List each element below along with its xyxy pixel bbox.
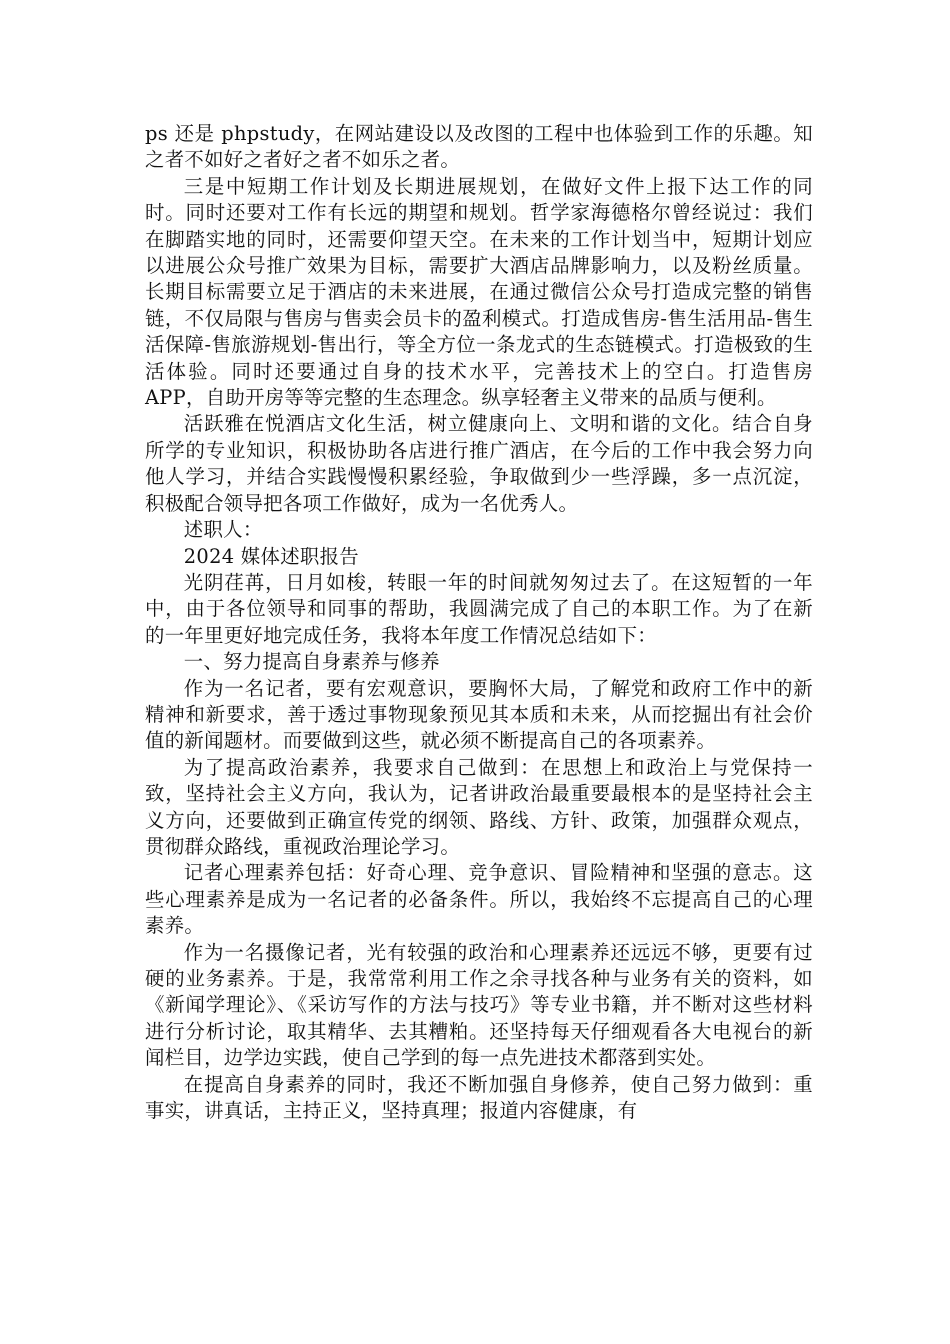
paragraph-1: ps 还是 phpstudy，在网站建设以及改图的工程中也体验到工作的乐趣。知之者不如好之者好之者不如乐之者。 [145, 122, 813, 172]
paragraph-10: 作为一名摄像记者，光有较强的政治和心理素养还远远不够，更要有过硬的业务素养。于是，我常常利用工作之余寻找各种与业务有关的资料，如《新闻学理论》、《采访写作的方法与技巧》等专业书籍，并不断对这些材料进行分析讨论，取其精华、去其糟粕。还坚持每天仔细观看各大电视台的新闻栏目，边学边实践，使自己学到的每一点先进技术都落到实处。 [145, 940, 813, 1070]
signature-line: 述职人： [183, 518, 263, 542]
paragraph-8: 为了提高政治素养，我要求自己做到：在思想上和政治上与党保持一致，坚持社会主义方向，我认为，记者讲政治最重要最根本的是坚持社会主义方向，还要做到正确宣传党的纲领、路线、方针、政策，加强群众观点，贯彻群众路线，重视政治理论学习。 [145, 755, 813, 858]
section-heading-1: 一、努力提高自身素养与修养 [183, 650, 440, 674]
paragraph-intro: 光阴荏苒，日月如梭，转眼一年的时间就匆匆过去了。在这短暂的一年中，由于各位领导和同事的帮助，我圆满完成了自己的本职工作。为了在新的一年里更好地完成任务，我将本年度工作情况总结如下： [145, 570, 813, 647]
paragraph-9: 记者心理素养包括：好奇心理、竞争意识、冒险精神和坚强的意志。这些心理素养是成为一名记者的必备条件。所以，我始终不忘提高自己的心理素养。 [145, 861, 813, 938]
paragraph-11: 在提高自身素养的同时，我还不断加强自身修养，使自己努力做到：重事实，讲真话，主持正义，坚持真理；报道内容健康，有 [145, 1072, 813, 1123]
paragraph-7: 作为一名记者，要有宏观意识，要胸怀大局，了解党和政府工作中的新精神和新要求，善于透过事物现象预见其本质和未来，从而挖掘出有社会价值的新闻题材。而要做到这些，就必须不断提高自己的各项素养。 [145, 676, 813, 753]
paragraph-2: 三是中短期工作计划及长期进展规划，在做好文件上报下达工作的同时。同时还要对工作有长远的期望和规划。哲学家海德格尔曾经说过：我们在脚踏实地的同时，还需要仰望天空。在未来的工作计划当中，短期计划应以进展公众号推广效果为目标，需要扩大酒店品牌影响力，以及粉丝质量。长期目标需要立足于酒店的未来进展，在通过微信公众号打造成完整的销售链，不仅局限与售房与售卖会员卡的盈利模式。打造成售房-售生活用品-售生活保障-售旅游规划-售出行，等全方位一条龙式的生态链模式。打造极致的生活体验。同时还要通过自身的技术水平，完善技术上的空白。打造售房 APP，自助开房等等完整的生态理念。纵享轻奢主义带来的品质与便利。 [145, 174, 813, 410]
paragraph-3: 活跃雅在悦酒店文化生活，树立健康向上、文明和谐的文化。结合自身所学的专业知识，积极协助各店进行推广酒店，在今后的工作中我会努力向他人学习，并结合实践慢慢积累经验，争取做到少一些浮躁，多一点沉淀，积极配合领导把各项工作做好，成为一名优秀人。 [145, 412, 813, 515]
document-page [145, 121, 813, 1124]
report-title: 2024 媒体述职报告 [183, 544, 359, 568]
